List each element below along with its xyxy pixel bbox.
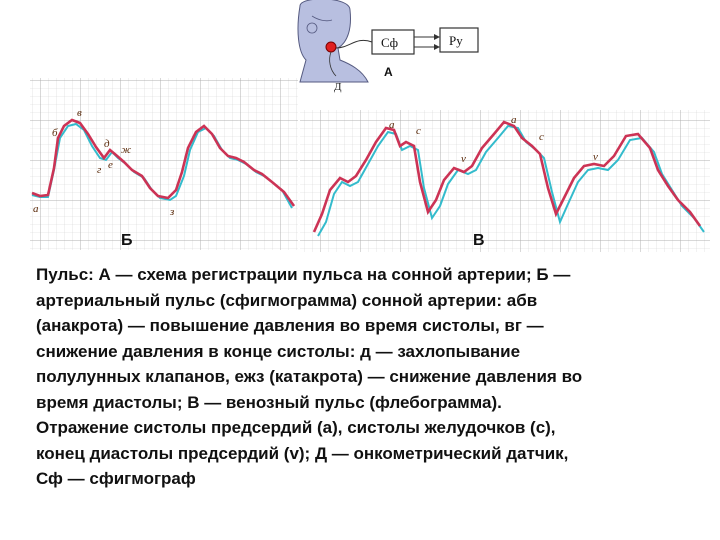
figure-caption: [36, 262, 696, 492]
caption-line: Отражение систолы предсердий (a), систолы желудочков (c),: [36, 418, 556, 437]
pulse-recording-figure: [0, 0, 720, 260]
caption-line: время диастолы; В — венозный пульс (флебограмма).: [36, 392, 502, 412]
curve-c-letter-c1: c: [416, 125, 421, 137]
curve-b-letter-g: г: [97, 164, 102, 176]
sphygmograph-label: Сф: [381, 35, 399, 50]
curve-b-letter-v: в: [77, 107, 82, 119]
curve-b-letter-zh: ж: [121, 144, 132, 156]
curve-c-letter-c2: c: [539, 131, 544, 143]
caption-line: Пульс: А — схема регистрации пульса на сонной артерии; Б —: [36, 265, 571, 284]
curve-b-letter-e: е: [108, 159, 113, 171]
curve-b-letter-a: а: [33, 203, 39, 215]
curve-c-letter-v1: v: [461, 153, 466, 165]
panel-c-label: В: [473, 232, 485, 249]
panel-b-label: Б: [121, 232, 133, 249]
caption-line: артериальный пульс (сфигмограмма) сонной артерии: абв: [36, 290, 538, 310]
caption-line: конец диастолы предсердий (v); Д — онкометрический датчик,: [36, 443, 569, 463]
curve-b-letter-d: д: [104, 138, 110, 150]
panel-a-label: А: [384, 65, 393, 79]
arrow-icon: [414, 34, 440, 50]
sensor-label: Д: [334, 81, 342, 93]
curve-c-letter-a1: a: [389, 119, 395, 131]
caption-line: (анакрота) — повышение давления во время систолы, вг —: [36, 316, 544, 335]
panel-a-scheme: [298, 0, 478, 93]
panel-b-sphygmogram: [30, 78, 298, 250]
grid-paper: [300, 110, 710, 252]
panel-c-phlebogram: [300, 110, 710, 252]
caption-line: полулунных клапанов, ежз (катакрота) — снижение давления во: [36, 367, 583, 386]
caption-line: снижение давления в конце систолы: д — захлопывание: [36, 341, 521, 361]
curve-b-letter-b: б: [52, 127, 58, 139]
curve-c-letter-v2: v: [593, 151, 598, 163]
curve-c-letter-a2: a: [511, 114, 517, 126]
curve-b-letter-z: з: [170, 206, 175, 218]
caption-line: Сф — сфигмограф: [36, 469, 196, 488]
recorder-label: Ру: [449, 33, 463, 48]
grid-paper: [30, 78, 298, 250]
